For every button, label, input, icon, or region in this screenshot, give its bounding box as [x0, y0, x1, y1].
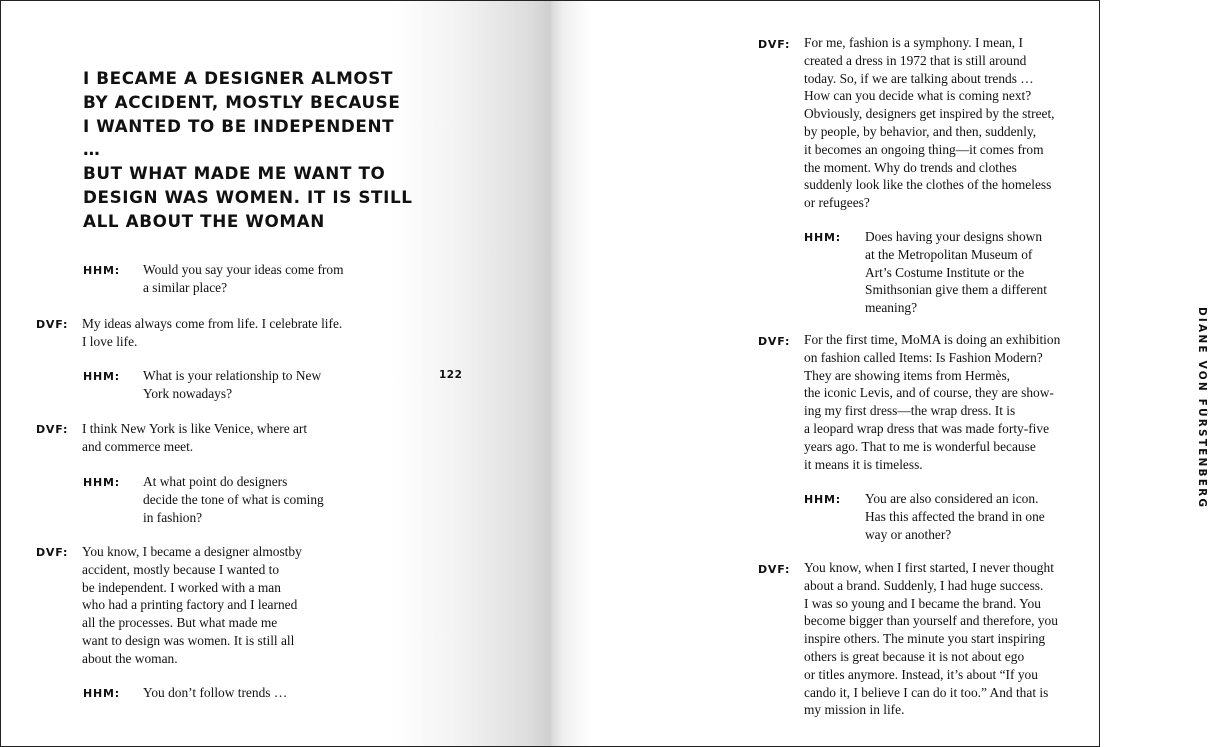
interview-answer: For the first time, MoMA is doing an exhibition on fashion called Items: Is Fashion Modern? They are showing items from Hermès, the iconic Levis, and of course, they are show- ing my first dress—the wrap dress. It is a leopard wrap dress that was made forty-five years ago. That to me is wonderful because it means it is timeless.	[804, 332, 1061, 472]
right-page	[551, 1, 1208, 746]
speaker-label: HHM:	[83, 264, 120, 277]
interview-answer: For me, fashion is a symphony. I mean, I created a dress in 1972 that is still around today. So, if we are talking about trends … How can you decide what is coming next? Obviously, designers get inspired by the street, by people, by behavior, and then, suddenly, it becomes an ongoing thing—it comes from the moment. Why do trends and clothes suddenly look like the clothes of the homeless or refugees?	[804, 35, 1055, 211]
interview-question: At what point do designers decide the tone of what is coming in fashion?	[143, 474, 324, 525]
speaker-label: HHM:	[83, 476, 120, 489]
interview-answer: I think New York is like Venice, where art and commerce meet.	[82, 421, 308, 454]
interview-answer: My ideas always come from life. I celebrate life. I love life.	[82, 316, 343, 349]
page-number: 122	[439, 369, 463, 381]
interview-answer: You know, when I first started, I never thought about a brand. Suddenly, I had huge success. I was so young and I became the brand. You become bigger than yourself and therefore, you inspire others. The minute you start inspiring others is great because it is not about ego or titles anymore. Instead, it’s about “If you cando it, I believe I can do it too.” And that is my mission in life.	[804, 560, 1058, 718]
running-head: DIANE VON FÜRSTENBERG	[1196, 307, 1208, 510]
interview-question: You are also considered an icon. Has this affected the brand in one way or another?	[865, 491, 1045, 542]
speaker-label: HHM:	[804, 493, 841, 506]
speaker-label: DVF:	[758, 335, 791, 348]
interview-question: Would you say your ideas come from a similar place?	[143, 262, 344, 295]
speaker-label: DVF:	[758, 563, 791, 576]
speaker-label: DVF:	[36, 423, 69, 436]
speaker-label: DVF:	[36, 318, 69, 331]
left-page	[1, 1, 551, 746]
pull-quote: I BECAME A DESIGNER ALMOST BY ACCIDENT, MOSTLY BECAUSE I WANTED TO BE INDEPENDENT … BUT WHAT MADE ME WANT TO DESIGN WAS WOMEN. IT IS STILL ALL ABOUT THE WOMAN	[83, 68, 413, 231]
speaker-label: DVF:	[36, 546, 69, 559]
speaker-label: DVF:	[758, 38, 791, 51]
interview-question: You don’t follow trends …	[143, 685, 288, 700]
interview-question: What is your relationship to New York nowadays?	[143, 368, 322, 401]
interview-question: Does having your designs shown at the Metropolitan Museum of Art’s Costume Institute or the Smithsonian give them a different meaning?	[865, 229, 1047, 316]
speaker-label: HHM:	[83, 687, 120, 700]
speaker-label: HHM:	[804, 231, 841, 244]
interview-answer: You know, I became a designer almostby accident, mostly because I wanted to be independent. I worked with a man who had a printing factory and I learned all the processes. But what made me want to design was women. It is still all about the woman.	[82, 544, 302, 666]
speaker-label: HHM:	[83, 370, 120, 383]
